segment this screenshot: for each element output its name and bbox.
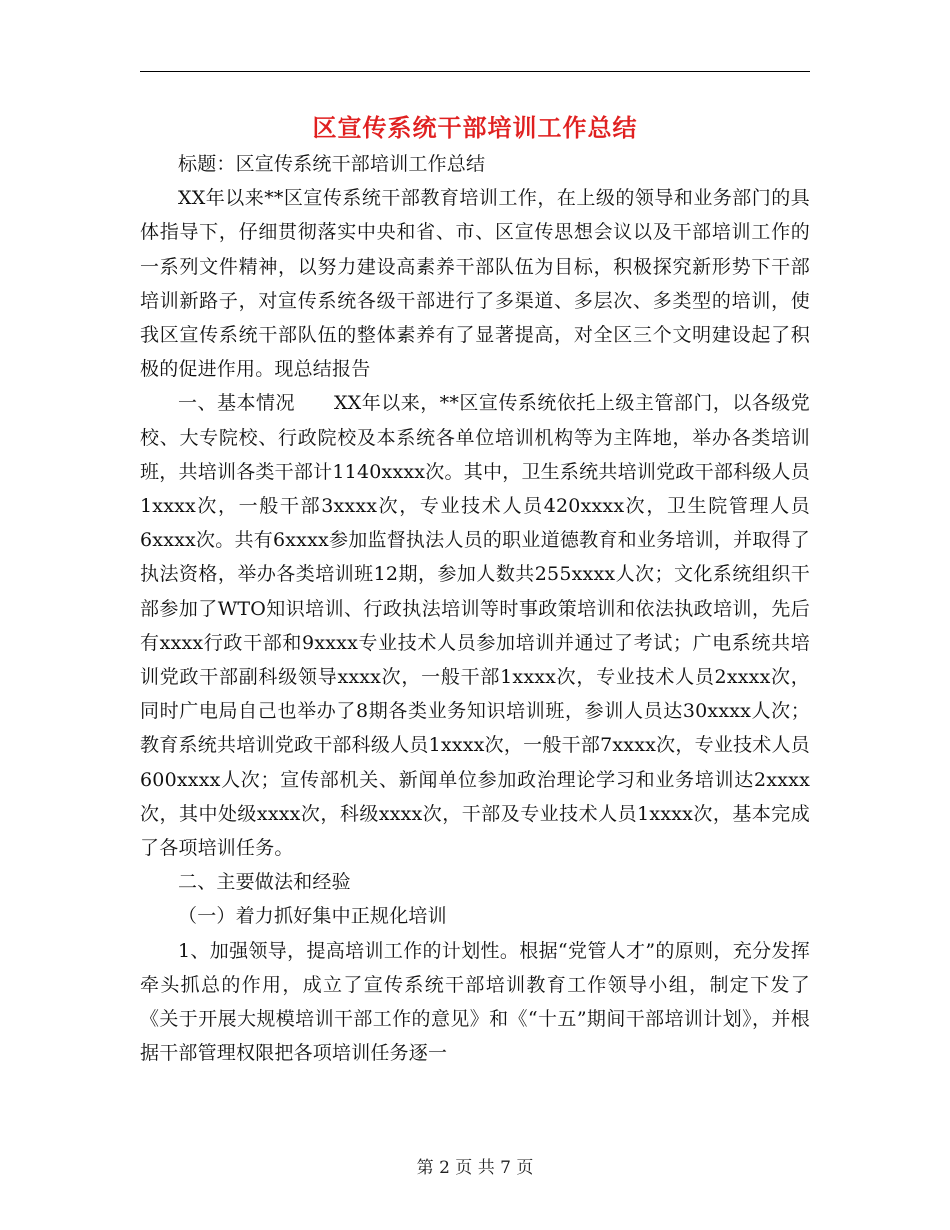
point-1-paragraph: 1、加强领导，提高培训工作的计划性。根据“党管人才”的原则，充分发挥牵头抓总的作用，成立了宣传系统干部培训教育工作领导小组，制定下发了《关于开展大规模培训干部工作的意见》和《“十五”期间干部培训计划》，并根据干部管理权限把各项培训任务逐一	[140, 939, 810, 1065]
subject-line: 标题：区宣传系统干部培训工作总结	[178, 153, 486, 175]
document-title: 区宣传系统干部培训工作总结	[312, 114, 638, 142]
header-rule	[140, 71, 810, 72]
intro-paragraph: XX年以来**区宣传系统干部教育培训工作，在上级的领导和业务部门的具体指导下，仔细贯彻落实中央和省、市、区宣传思想会议以及干部培训工作的一系列文件精神，以努力建设高素养干部队伍为目标，积极探究新形势下干部培训新路子，对宣传系统各级干部进行了多渠道、多层次、多类型的培训，使我区宣传系统干部队伍的整体素养有了显著提高，对全区三个文明建设起了积极的促进作用。现总结报告	[140, 187, 810, 381]
section-basic-situation: 一、基本情况 XX年以来，**区宣传系统依托上级主管部门，以各级党校、大专院校、行政院校及本系统各单位培训机构等为主阵地，举办各类培训班，共培训各类干部计1140xxxx次。其中，卫生系统共培训党政干部科级人员1xxxx次，一般干部3xxxx次，专业技术人员420xxxx次，卫生院管理人员6xxxx次。共有6xxxx参加监督执法人员的职业道德教育和业务培训，并取得了执法资格，举办各类培训班12期，参加人数共255xxxx人次；文化系统组织干部参加了WTO知识培训、行政执法培训等时事政策培训和依法执政培训，先后有xxxx行政干部和9xxxx专业技术人员参加培训并通过了考试；广电系统共培训党政干部副科级领导xxxx次，一般干部1xxxx次，专业技术人员2xxxx次，同时广电局自己也举办了8期各类业务知识培训班，参训人员达30xxxx人次；教育系统共培训党政干部科级人员1xxxx次，一般干部7xxxx次，专业技术人员600xxxx人次；宣传部机关、新闻单位参加政治理论学习和业务培训达2xxxx次，其中处级xxxx次，科级xxxx次，干部及专业技术人员1xxxx次，基本完成了各项培训任务。	[140, 392, 810, 860]
subsection-heading: （一）着力抓好集中正规化培训	[178, 905, 447, 928]
document-body	[140, 147, 810, 1070]
section-heading-practices: 二、主要做法和经验	[178, 871, 351, 894]
page-number-footer: 第 2 页 共 7 页	[416, 1158, 534, 1178]
